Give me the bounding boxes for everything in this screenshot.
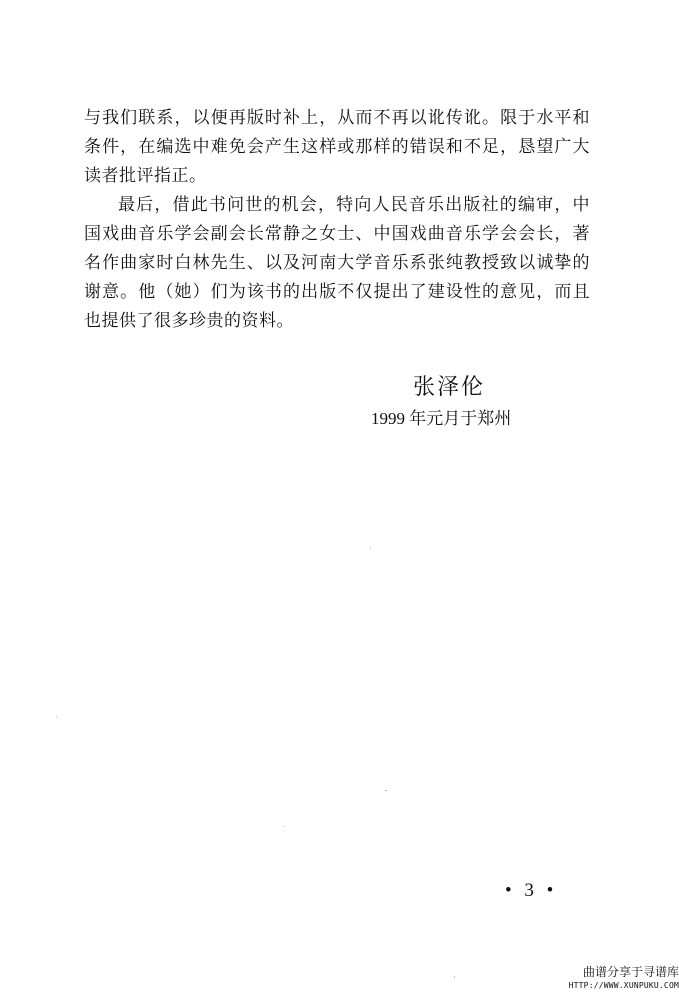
text-line: 读者批评指正。 bbox=[84, 166, 207, 186]
scan-speck bbox=[385, 790, 387, 791]
watermark bbox=[528, 964, 679, 992]
signature-name: 张泽伦 bbox=[413, 375, 486, 400]
watermark-title: 曲谱分享于寻谱库 bbox=[582, 965, 679, 979]
text-line: 条件，在编选中难免会产生这样或那样的错误和不足，恳望广大 bbox=[84, 137, 590, 157]
text-line: 国戏曲音乐学会副会长常静之女士、中国戏曲音乐学会会长，著 bbox=[84, 224, 590, 244]
watermark-url: HTTP://WWW.XUNPUKU.COM bbox=[568, 981, 679, 990]
bullet-left: • bbox=[505, 880, 516, 901]
body-text bbox=[84, 104, 590, 336]
text-line: 谢意。他（她）们为该书的出版不仅提出了建设性的意见，而且 bbox=[84, 282, 590, 302]
text-line: 与我们联系，以便再版时补上，从而不再以讹传讹。限于水平和 bbox=[84, 108, 590, 128]
scan-speck bbox=[283, 826, 284, 827]
paragraph-first-line: 最后，借此书问世的机会，特向人民音乐出版社的编审，中 bbox=[118, 195, 590, 215]
page-number-value: 3 bbox=[524, 880, 538, 901]
scan-speck bbox=[56, 716, 57, 717]
signature-date bbox=[371, 404, 511, 429]
page-number bbox=[505, 880, 557, 902]
text-line: 名作曲家时白林先生、以及河南大学音乐系张纯教授致以诚挚的 bbox=[84, 253, 590, 273]
date-place: 年元月于郑州 bbox=[409, 409, 512, 429]
bullet-right: • bbox=[546, 880, 558, 901]
date-year: 1999 bbox=[371, 409, 405, 428]
text-line: 也提供了很多珍贵的资料。 bbox=[84, 311, 294, 331]
scan-speck bbox=[370, 548, 371, 549]
scan-speck bbox=[454, 976, 455, 978]
